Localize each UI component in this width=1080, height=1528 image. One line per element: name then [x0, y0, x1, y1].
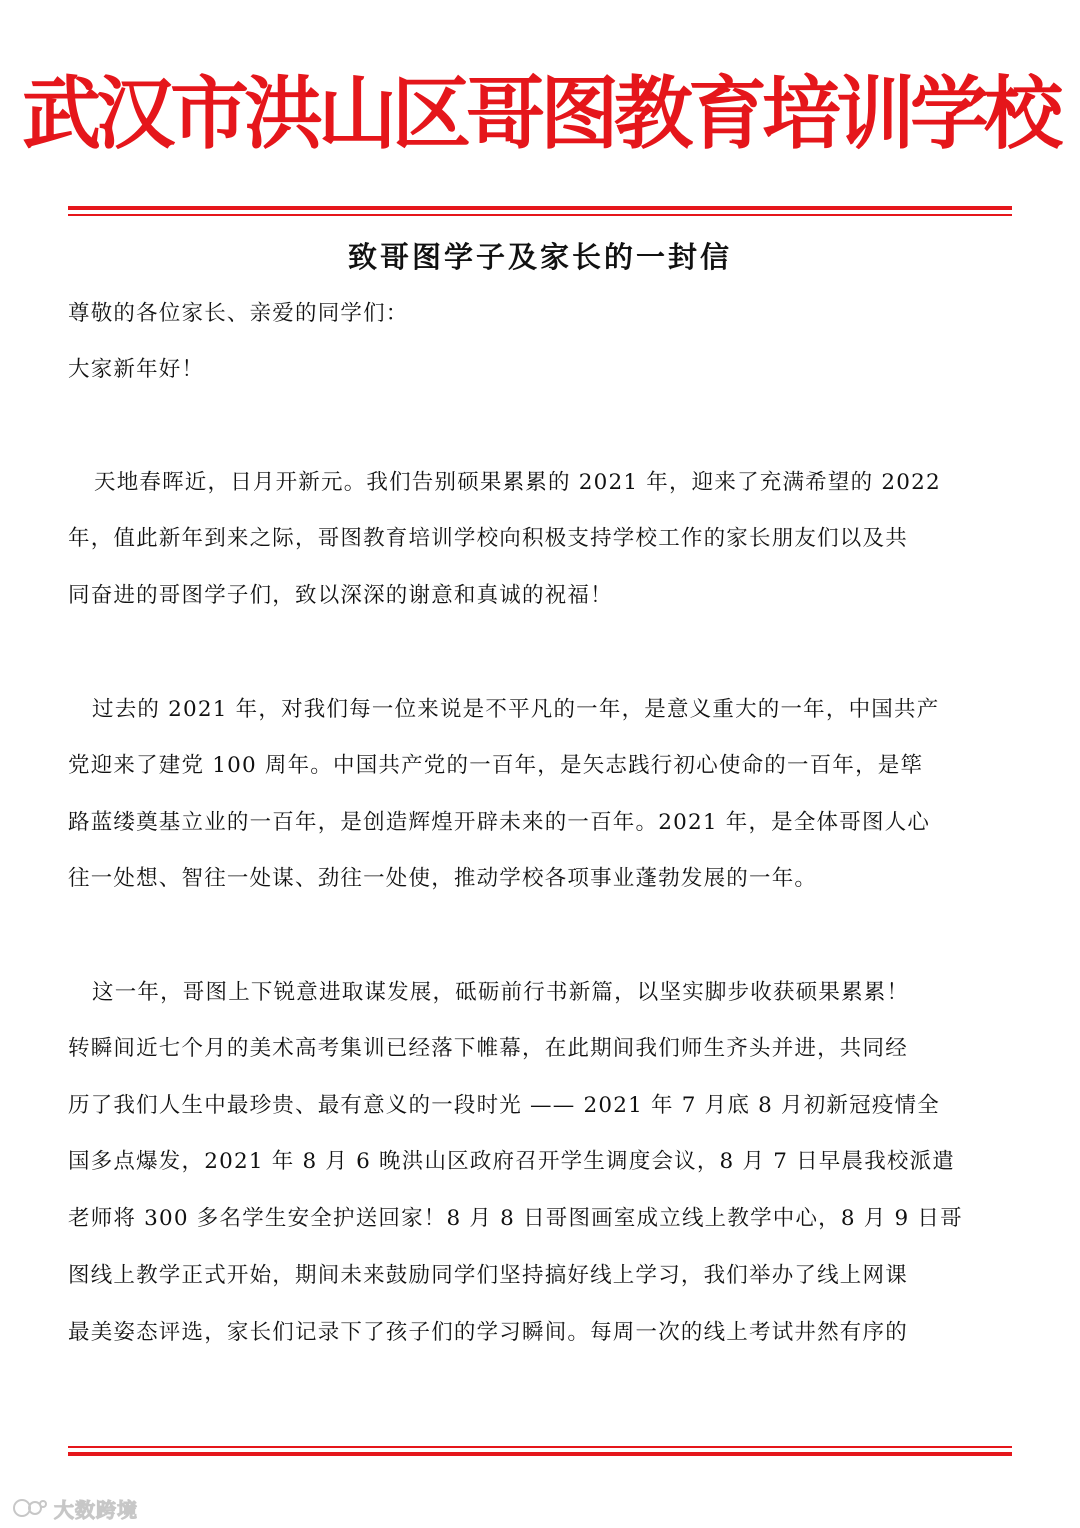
paragraph-2-line-1: 过去的 2021 年，对我们每一位来说是不平凡的一年，是意义重大的一年，中国共产	[92, 697, 940, 722]
footer-divider-thin	[68, 1446, 1012, 1448]
header-divider-thick	[68, 206, 1012, 210]
header-divider-thin	[68, 214, 1012, 216]
letterhead-school-name: 武汉市洪山区哥图教育培训学校	[22, 68, 1058, 160]
greeting: 大家新年好！	[68, 357, 205, 382]
letter-title: 致哥图学子及家长的一封信	[347, 240, 732, 274]
paragraph-3-line-5: 老师将 300 多名学生安全护送回家！8 月 8 日哥图画室成立线上教学中心，8 月 9 日哥	[68, 1206, 963, 1231]
paragraph-1-line-3: 同奋进的哥图学子们，致以深深的谢意和真诚的祝福！	[68, 583, 613, 608]
paragraph-3-line-1: 这一年，哥图上下锐意进取谋发展，砥砺前行书新篇，以坚实脚步收获硕果累累！	[92, 980, 910, 1005]
watermark-logo-icon	[12, 1495, 48, 1521]
watermark	[12, 1493, 138, 1523]
paragraph-1-line-2: 年，值此新年到来之际，哥图教育培训学校向积极支持学校工作的家长朋友们以及共	[68, 526, 908, 551]
paragraph-3-line-2: 转瞬间近七个月的美术高考集训已经落下帷幕，在此期间我们师生齐头并进，共同经	[68, 1036, 908, 1061]
watermark-text: 大数跨境	[54, 1497, 138, 1522]
paragraph-1-line-1: 天地春晖近，日月开新元。我们告别硕果累累的 2021 年，迎来了充满希望的 2022	[94, 470, 941, 495]
paragraph-2-line-2: 党迎来了建党 100 周年。中国共产党的一百年，是矢志践行初心使命的一百年，是筚	[68, 753, 924, 778]
paragraph-3-line-7: 最美姿态评选，家长们记录下了孩子们的学习瞬间。每周一次的线上考试井然有序的	[68, 1320, 908, 1345]
footer-divider-thick	[68, 1452, 1012, 1456]
paragraph-3-line-3: 历了我们人生中最珍贵、最有意义的一段时光 —— 2021 年 7 月底 8 月初新冠疫情全	[68, 1093, 940, 1118]
paragraph-2-line-3: 路蓝缕奠基立业的一百年，是创造辉煌开辟未来的一百年。2021 年，是全体哥图人心	[68, 810, 931, 835]
paragraph-3-line-6: 图线上教学正式开始，期间未来鼓励同学们坚持搞好线上学习，我们举办了线上网课	[68, 1263, 908, 1288]
paragraph-2-line-4: 往一处想、智往一处谋、劲往一处使，推动学校各项事业蓬勃发展的一年。	[68, 866, 818, 891]
salutation: 尊敬的各位家长、亲爱的同学们：	[68, 301, 409, 326]
paragraph-3-line-4: 国多点爆发，2021 年 8 月 6 晚洪山区政府召开学生调度会议，8 月 7 日早晨我校派遣	[68, 1149, 956, 1174]
